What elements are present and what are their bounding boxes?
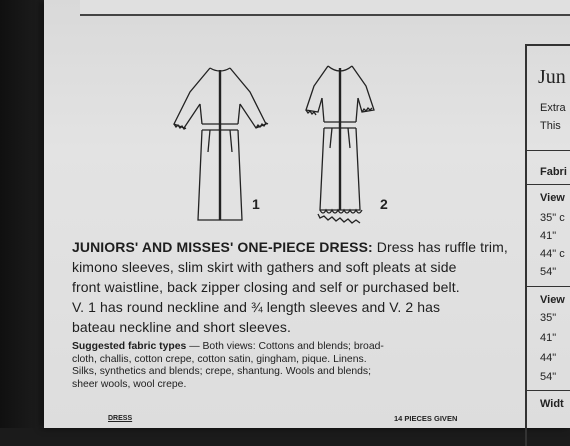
chart-width-label: Widt (540, 398, 564, 410)
chart-size-b-3: 44" (540, 352, 557, 364)
dress-description (72, 237, 512, 337)
chart-section-fabric: Fabri (540, 166, 567, 178)
chart-view-a: View (540, 192, 565, 204)
chart-title: Jun (538, 66, 566, 88)
chart-divider-4 (527, 390, 570, 391)
footer-category: DRESS (108, 415, 133, 422)
chart-size-a-3: 44" c (540, 248, 565, 260)
description-line-1: Dress has ruffle trim, (376, 239, 508, 255)
dress-sketches (160, 62, 400, 234)
chart-size-b-2: 41" (540, 332, 557, 344)
footer-pieces: 14 PIECES GIVEN (394, 414, 458, 423)
chart-view-b: View (540, 294, 565, 306)
chart-divider-1 (527, 150, 570, 151)
chart-size-b-4: 54" (540, 371, 557, 383)
fabric-line-3: Silks, synthetics and blends; crepe, shantung. Wools and blends; (72, 366, 372, 377)
description-line-4: V. 1 has round neckline and ¾ length sleeves and V. 2 has (72, 299, 441, 315)
fabric-line-4: sheer wools, wool crepe. (72, 378, 187, 390)
top-border-strip (80, 0, 570, 16)
fabric-line-2: cloth, challis, cotton crepe, cotton satin, gingham, pique. Linens. (72, 353, 367, 365)
chart-divider-2 (527, 184, 570, 185)
chart-size-b-1: 35" (540, 312, 557, 324)
chart-size-a-2: 41" (540, 230, 557, 242)
view-1-label: 1 (252, 196, 260, 212)
fabric-suggestions (72, 341, 512, 391)
fabric-line-1: — Both views: Cottons and blends; broad- (186, 341, 384, 352)
chart-size-a-4: 54" (540, 266, 557, 278)
dress-view-2-icon (306, 66, 374, 223)
chart-extra-line-1: Extra (540, 102, 566, 114)
chart-size-a-1: 35" c (540, 212, 565, 224)
chart-divider-3 (527, 286, 570, 287)
description-heading: JUNIORS' AND MISSES' ONE-PIECE DRESS: (72, 239, 373, 255)
description-line-5: bateau neckline and short sleeves. (72, 319, 291, 335)
fabric-heading: Suggested fabric types (72, 341, 187, 352)
description-line-3: front waistline, back zipper closing and self or purchased belt. (72, 279, 460, 295)
view-2-label: 2 (380, 196, 388, 212)
description-line-2: kimono sleeves, slim skirt with gathers and soft pleats at side (72, 259, 457, 275)
chart-extra-line-2: This (540, 120, 561, 132)
